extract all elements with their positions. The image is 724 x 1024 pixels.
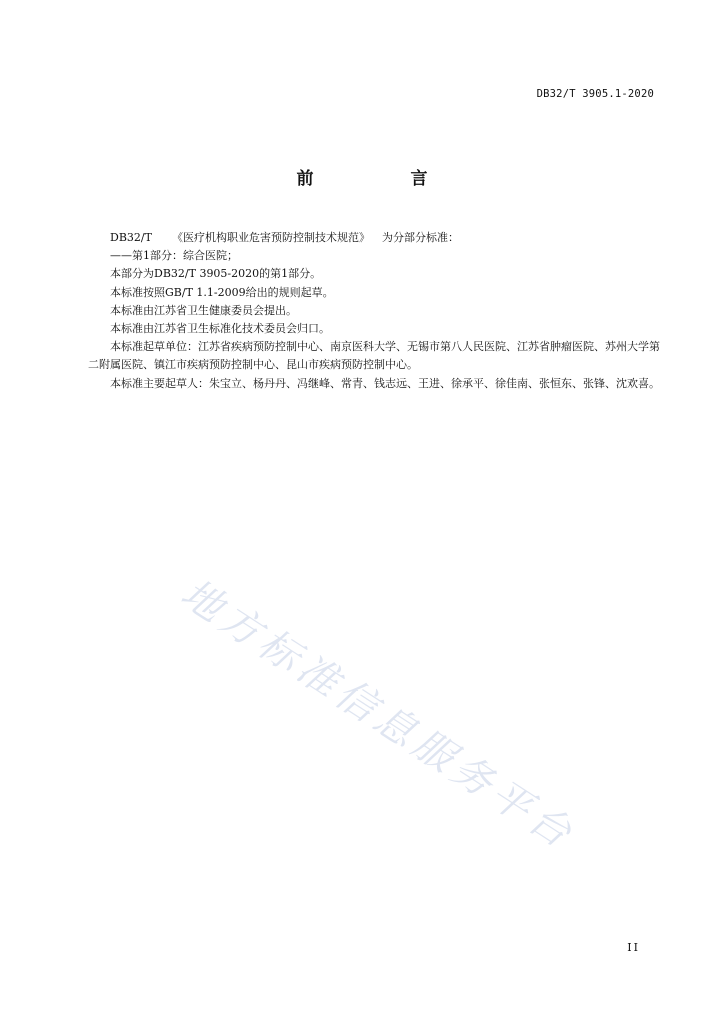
standard-code: DB32/T 3905.1-2020 (536, 88, 654, 100)
page-title: 前 言 (296, 169, 468, 189)
series-suffix: 为分部分标准： (381, 231, 459, 244)
paragraph-drafting-rules: 本标准按照GB/T 1.1-2009给出的规则起草。 (110, 285, 334, 299)
page-number: II (627, 941, 640, 954)
watermark: 地方标准信息服务平台 (172, 570, 584, 860)
paragraph-part-scope: 本部分为DB32/T 3905-2020的第1部分。 (110, 267, 322, 281)
foreword-body (88, 229, 660, 393)
paragraph-proposed-by: 本标准由江苏省卫生健康委员会提出。 (110, 303, 297, 317)
paragraph-drafters: 本标准主要起草人：朱宝立、杨丹丹、冯继峰、常青、钱志远、王进、徐承平、徐佳南、张恒东、张锋、沈欢喜。 (110, 376, 660, 390)
paragraph-administered-by: 本标准由江苏省卫生标准化技术委员会归口。 (110, 322, 330, 336)
series-title: 《医疗机构职业危害预防控制技术规范》 (171, 231, 370, 244)
series-prefix: DB32/T (110, 231, 152, 244)
paragraph-part-list: ——第1部分：综合医院； (110, 249, 238, 263)
paragraph-series-statement (88, 229, 660, 247)
paragraph-drafting-units: 本标准起草单位：江苏省疾病预防控制中心、南京医科大学、无锡市第八人民医院、江苏省肿瘤医院、苏州大学第二附属医院、镇江市疾病预防控制中心、昆山市疾病预防控制中心。 (88, 340, 660, 372)
